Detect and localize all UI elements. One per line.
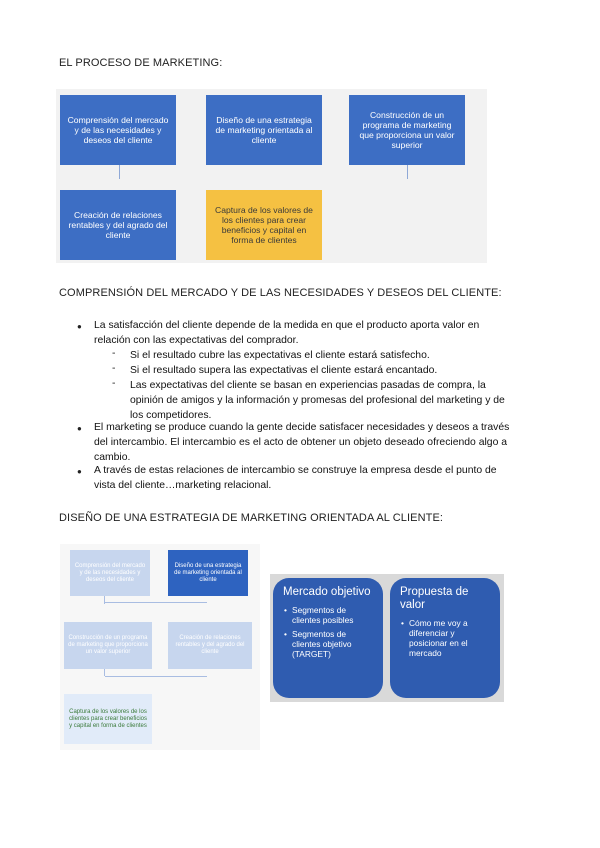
paragraph-line: A través de estas relaciones de intercambio se construye la empresa desde el punto de (94, 465, 497, 476)
section-heading-diseno: DISEÑO DE UNA ESTRATEGIA DE MARKETING ORIENTADA AL CLIENTE: (59, 512, 444, 524)
paragraph-line: El marketing se produce cuando la gente decide satisfacer necesidades y deseos a través (94, 422, 510, 433)
paragraph-line: del intercambio. El intercambio es el acto de obtener un objeto deseado ofreciendo algo a (94, 437, 508, 448)
diagram-box-diseno: Diseño de una estrategia de marketing orientada al cliente (168, 550, 248, 596)
paragraph-line: opinión de amigos y la información y promesas del profesional del marketing y de (130, 395, 505, 406)
connector-line (119, 165, 120, 179)
diagram-box-relaciones: Creación de relaciones rentables y del agrado del cliente (60, 190, 176, 260)
diagram-box-diseno: Diseño de una estrategia de marketing orientada al cliente (206, 95, 322, 165)
bullet-marker: ● (77, 424, 82, 433)
diagram-box-captura: Captura de los valores de los clientes para crear beneficios y capital en forma de clientes (64, 694, 152, 744)
paragraph-line: Si el resultado cubre las expectativas el cliente estará satisfecho. (130, 350, 430, 361)
dash-marker: - (112, 348, 116, 359)
value-proposition-box (390, 578, 500, 698)
value-proposition-title: Propuesta de valor (400, 586, 469, 611)
list-item: • Segmentos de clientes objetivo (TARGET) (292, 629, 373, 659)
paragraph-line: relación con las expectativas del comprador. (94, 335, 299, 346)
diagram-box-construccion: Construcción de un programa de marketing que proporciona un valor superior (64, 622, 152, 669)
strategy-process-diagram (60, 544, 260, 750)
paragraph-line: los competidores. (130, 410, 212, 421)
dash-marker: - (112, 378, 116, 389)
connector-line (104, 669, 105, 676)
bullet-marker: ● (77, 467, 82, 476)
section-heading-proceso: EL PROCESO DE MARKETING: (59, 57, 223, 69)
target-market-box (273, 578, 383, 698)
diagram-box-comprension: Comprensión del mercado y de las necesidades y deseos del cliente (70, 550, 150, 596)
paragraph-line: Las expectativas del cliente se basan en experiencias pasadas de compra, la (130, 380, 486, 391)
marketing-process-diagram (56, 89, 487, 263)
list-item: • Cómo me voy a diferenciar y posicionar en el mercado (409, 618, 490, 658)
diagram-box-construccion: Construcción de un programa de marketing que proporciona un valor superior (349, 95, 465, 165)
diagram-box-comprension: Comprensión del mercado y de las necesidades y deseos del cliente (60, 95, 176, 165)
diagram-box-captura: Captura de los valores de los clientes para crear beneficios y capital en forma de clientes (206, 190, 322, 260)
paragraph-line: cambio. (94, 452, 131, 463)
bullet-marker: ● (77, 322, 82, 331)
connector-line (105, 602, 207, 603)
target-market-title: Mercado objetivo (283, 586, 371, 598)
connector-line (105, 676, 207, 677)
section-heading-comprension: COMPRENSIÓN DEL MERCADO Y DE LAS NECESIDADES Y DESEOS DEL CLIENTE: (59, 287, 502, 299)
connector-line (407, 165, 408, 179)
segmentation-diagram (270, 574, 504, 702)
paragraph-line: Si el resultado supera las expectativas el cliente estará encantado. (130, 365, 438, 376)
list-item: • Segmentos de clientes posibles (292, 605, 373, 625)
dash-marker: - (112, 363, 116, 374)
paragraph-line: vista del cliente…marketing relacional. (94, 480, 272, 491)
diagram-box-relaciones: Creación de relaciones rentables y del agrado del cliente (168, 622, 252, 669)
paragraph-line: La satisfacción del cliente depende de la medida en que el producto aporta valor en (94, 320, 480, 331)
